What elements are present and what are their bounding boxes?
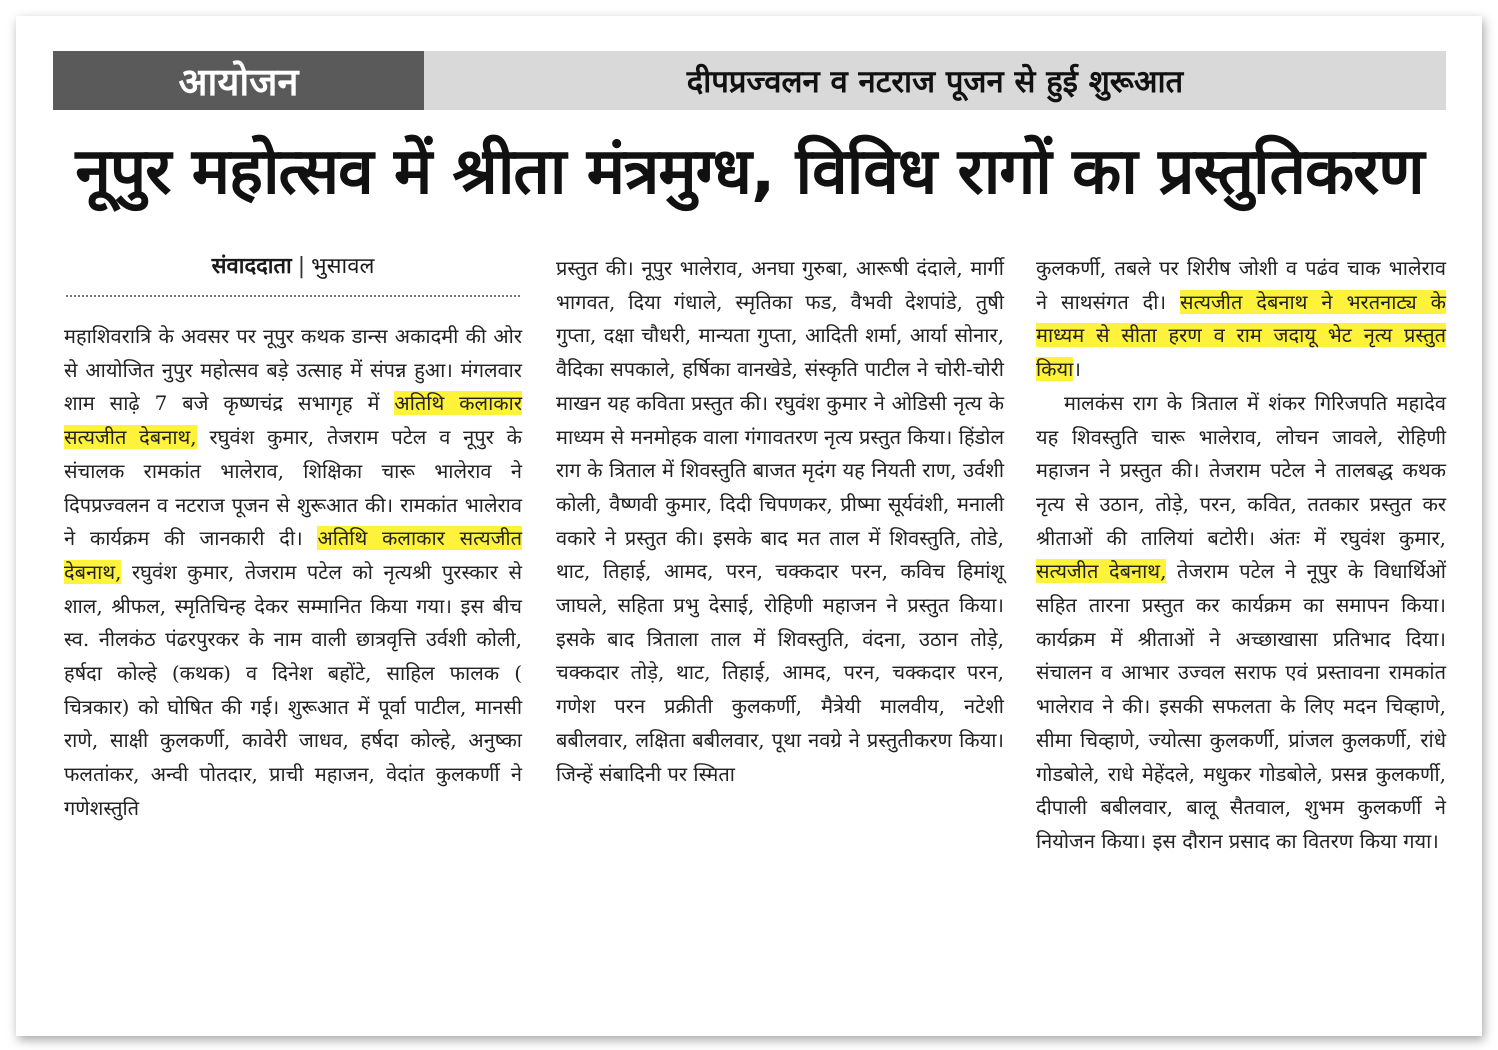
body-text: कुलकर्णी, तबले पर शिरीष जोशी व पढंव चाक भालेराव ने साथसंगत दी। [1036, 256, 1446, 314]
byline-divider [66, 295, 520, 297]
highlighted-text: अतिथि कलाकार सत्यजीत देबनाथ, [64, 391, 522, 450]
headline: नूपुर महोत्सव में श्रीता मंत्रमुग्ध, विविध रागों का प्रस्तुतिकरण [75, 135, 1424, 209]
paragraph [1036, 387, 1446, 859]
body-text: रघुवंश कुमार, तेजराम पटेल व नूपुर के संचालक रामकांत भालेराव, शिक्षिका चारू भालेराव ने दिपप्रज्वलन व नटराज पूजन से शुरूआत की। रामकांत भालेराव ने कार्यक्रम की जानकारी दी। [64, 425, 522, 551]
body-text: । [1073, 357, 1081, 382]
body-text: महाशिवरात्रि के अवसर पर नूपुर कथक डान्स अकादमी की ओर से आयोजित नुपुर महोत्सव बड़े उत्साह में संपन्न हुआ। मंगलवार शाम साढ़े 7 बजे कृष्णचंद्र सभागृह में [64, 324, 522, 416]
byline-separator: | [297, 254, 306, 279]
article-column-2 [556, 252, 1004, 791]
article-column-3 [1036, 252, 1446, 859]
highlighted-text: सत्यजीत देबनाथ, [1036, 559, 1167, 584]
body-text: रघुवंश कुमार, तेजराम पटेल को नृत्यश्री पुरस्कार से शाल, श्रीफल, स्मृतिचिन्ह देकर सम्मानित किया गया। इस बीच स्व. नीलकंठ पंढरपुरकर के नाम वाली छात्रवृत्ति उर्वशी कोली, हर्षदा कोल्हे (कथक) व दिनेश बहोंटे, साहिल फालक ( चित्रकार) को घोषित की गई। शुरूआत में पूर्वा पाटील, मानसी राणे, साक्षी कुलकर्णी, कावेरी जाधव, हर्षदा कोल्हे, अनुष्का फलतांकर, अन्वी पोतदार, प्राची महाजन, वेदांत कुलकर्णी ने गणेशस्तुति [64, 559, 522, 820]
byline-location: भुसावल [311, 254, 375, 279]
section-banner [53, 51, 1446, 110]
article-column-1 [64, 320, 522, 826]
paragraph [556, 252, 1004, 791]
byline-reporter: संवाददाता [211, 254, 292, 279]
highlighted-text: सत्यजीत देबनाथ ने भरतनाट्य के माध्यम से सीता हरण व राम जदायू भेट नृत्य प्रस्तुत किया [1036, 289, 1446, 382]
body-text: तेजराम पटेल ने नूपुर के विधार्थिओं सहित तारना प्रस्तुत कर कार्यक्रम का समापन किया। कार्यक्रम में श्रीताओं ने अच्छाखासा प्रतिभाद दिया। संचालन व आभार उज्वल सराफ एवं प्रस्तावना रामकांत भालेराव ने की। इसकी सफलता के लिए मदन चिव्हाणे, सीमा चिव्हाणे, ज्योत्सा कुलकर्णी, प्रांजल कुलकर्णी, रांधे गोडबोले, राधे मेहेंदले, मधुकर गोडबोले, प्रसन्न कुलकर्णी, दीपाली बबीलवार, बालू सैतवाल, शुभम कुलकर्णी ने नियोजन किया। इस दौरान प्रसाद का वितरण किया गया। [1036, 559, 1446, 853]
body-text: प्रस्तुत की। नूपुर भालेराव, अनघा गुरुबा, आरूषी दंदाले, मार्गी भागवत, दिया गंधाले, स्मृतिका फड, वैभवी देशपांडे, तुषी गुप्ता, दक्षा चौधरी, मान्यता गुप्ता, आदिती शर्मा, आर्या सोनार, वैदिका सपकाले, हर्षिका वानखेडे, संस्कृति पाटील ने चोरी-चोरी माखन यह कविता प्रस्तुत की। रघुवंश कुमार ने ओडिसी नृत्य के माध्यम से मनमोहक वाला गंगावतरण नृत्य प्रस्तुत किया। हिंडोल राग के त्रिताल में शिवस्तुति बाजत मृदंग यह नियती राण, उर्वशी कोली, वैष्णवी कुमार, दिदी चिपणकर, प्रीष्मा सूर्यवंशी, मनाली वकारे ने प्रस्तुत की। इसके बाद मत ताल में शिवस्तुति, तोडे, थाट, तिहाई, आमद, परन, चक्कदार परन, कविच हिमांशू जाघले, सहिता प्रभु देसाई, रोहिणी महाजन ने प्रस्तुत किया। इसके बाद त्रिताला ताल में शिवस्तुति, वंदना, उठान तोड़े, चक्कदार तोड़े, थाट, तिहाई, आमद, परन, चक्कदार परन, गणेश परन प्रक्रीती कुलकर्णी, मैत्रेयी मालवीय, नटेशी बबीलवार, लक्षिता बबीलवार, पूथा नवग्रे ने प्रस्तुतीकरण किया। जिन्हें संबादिनी पर स्मिता [556, 256, 1004, 786]
paragraph [1036, 252, 1446, 387]
byline [66, 250, 520, 280]
body-text: मालकंस राग के त्रिताल में शंकर गिरिजपति महादेव यह शिवस्तुति चारू भालेराव, लोचन जावले, रोहिणी महाजन ने प्रस्तुत की। तेजराम पटेल ने तालबद्ध कथक नृत्य से उठान, तोड़े, परन, कवित, ततकार प्रस्तुत कर श्रीताओं की तालियां बटोरी। अंतः में रघुवंश कुमार, [1036, 390, 1446, 550]
sub-headline: दीपप्रज्वलन व नटराज पूजन से हुई शुरूआत [686, 63, 1184, 100]
paragraph [64, 320, 522, 826]
section-kicker: आयोजन [53, 51, 424, 110]
highlighted-text: अतिथि कलाकार सत्यजीत देबनाथ, [64, 526, 522, 584]
